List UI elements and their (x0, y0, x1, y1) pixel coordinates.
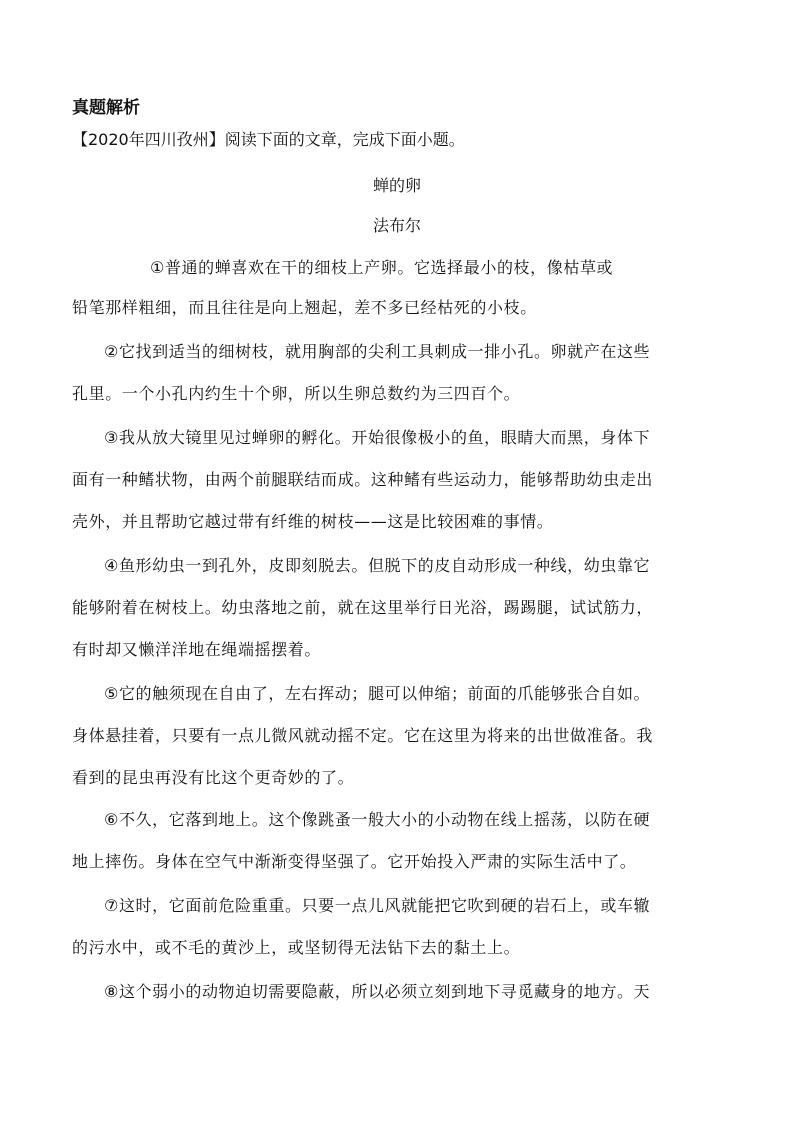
paragraph-2-line-1: ②它找到适当的细树枝，就用胸部的尖利工具刺成一排小孔。卵就产在这些 (104, 342, 651, 361)
paragraph-2-line-2: 孔里。一个小孔内约生十个卵，所以生卵总数约为三四百个。 (72, 384, 521, 403)
paragraph-7-line-1: ⑦这时，它面前危险重重。只要一点儿风就能把它吹到硬的岩石上，或车辙 (104, 896, 651, 915)
paragraph-3-line-3: 壳外，并且帮助它越过带有纤维的树枝——这是比较困难的事情。 (72, 512, 554, 531)
paragraph-4-line-1: ④鱼形幼虫一到孔外，皮即刻脱去。但脱下的皮自动形成一种线，幼虫靠它 (104, 556, 651, 575)
paragraph-3-line-1: ③我从放大镜里见过蝉卵的孵化。开始很像极小的鱼，眼睛大而黑，身体下 (104, 428, 651, 447)
article-author: 法布尔 (372, 216, 421, 235)
section-heading: 真题解析 (72, 98, 140, 118)
paragraph-7-line-2: 的污水中，或不毛的黄沙上，或坚韧得无法钻下去的黏土上。 (72, 938, 521, 957)
paragraph-4-line-3: 有时却又懒洋洋地在绳端摇摆着。 (72, 640, 322, 659)
paragraph-5-line-3: 看到的昆虫再没有比这个更奇妙的了。 (72, 768, 355, 787)
paragraph-1-line-1: ①普通的蝉喜欢在干的细枝上产卵。它选择最小的枝，像枯草或 (150, 258, 614, 277)
paragraph-5-line-2: 身体悬挂着，只要有一点儿微风就动摇不定。它在这里为将来的出世做准备。我 (72, 726, 654, 745)
paragraph-6-line-1: ⑥不久，它落到地上。这个像跳蚤一般大小的小动物在线上摇荡，以防在硬 (104, 810, 651, 829)
paragraph-3-line-2: 面有一种鳍状物，由两个前腿联结而成。这种鳍有些运动力，能够帮助幼虫走出 (72, 470, 654, 489)
paragraph-4-line-2: 能够附着在树枝上。幼虫落地之前，就在这里举行日光浴，踢踢腿，试试筋力， (72, 598, 654, 617)
article-title: 蝉的卵 (372, 176, 421, 195)
paragraph-5-line-1: ⑤它的触须现在自由了，左右挥动；腿可以伸缩；前面的爪能够张合自如。 (104, 684, 651, 703)
paragraph-6-line-2: 地上摔伤。身体在空气中渐渐变得坚强了。它开始投入严肃的实际生活中了。 (72, 852, 637, 871)
paragraph-8-line-1: ⑧这个弱小的动物迫切需要隐蔽，所以必须立刻到地下寻觅藏身的地方。天 (104, 982, 651, 1001)
question-source-line: 【2020年四川孜州】阅读下面的文章，完成下面小题。 (72, 130, 465, 149)
paragraph-1-line-2: 铅笔那样粗细，而且往往是向上翘起，差不多已经枯死的小枝。 (72, 298, 537, 317)
